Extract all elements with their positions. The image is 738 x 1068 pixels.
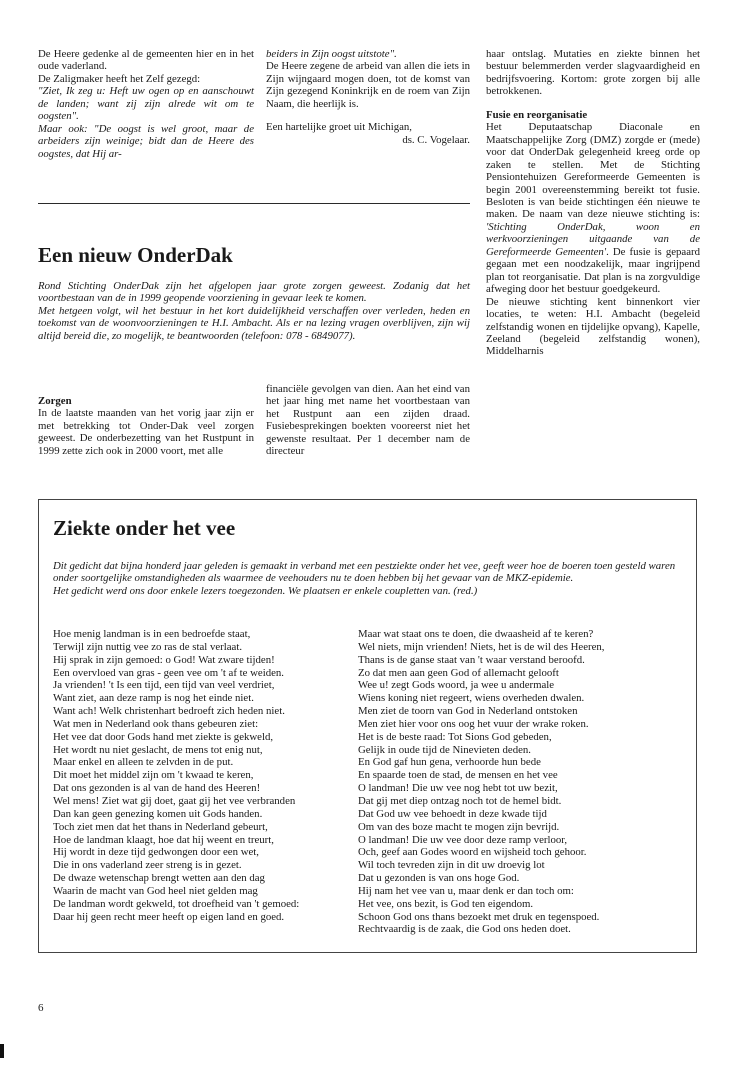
poem-line: Dan kan geen genezing komen uit Gods handen.: [53, 807, 263, 820]
poem-line: Wiens koning niet regeert, wiens overheden dwalen.: [358, 692, 585, 705]
poem-line: Toch ziet men dat het thans in Nederland gebeurt,: [53, 820, 268, 833]
poem-line: Thans is de ganse staat van 't waar verstand beroofd.: [358, 653, 585, 666]
poem-line: Hoe menig landman is in een bedroefde staat,: [53, 628, 251, 640]
poem-line: Wel niets, mijn vrienden! Niets, het is de wil des Heeren,: [358, 640, 605, 653]
letter-blessing: De Heere zegene de arbeid van allen die iets in Zijn wijngaard mogen doen, tot de komst van Zijn gezegend Koninkrijk en de roem van Zijn Naam, die heerlijk is.: [266, 60, 470, 110]
poem-line: Om van des boze macht te mogen zijn bevrijd.: [358, 820, 560, 833]
poem-line: En spaarde toen de stad, de mensen en het vee: [358, 769, 558, 782]
poem-line: O landman! Die uw vee nog hebt tot uw bezit,: [358, 782, 558, 795]
poem-line: Het vee dat door Gods hand met ziekte is gekweld,: [53, 730, 274, 743]
poem-line: Terwijl zijn nuttig vee zo ras de stal verlaat.: [53, 640, 243, 653]
letter-column-1: [38, 48, 254, 160]
poem-line: Maar wat staat ons te doen, die dwaasheid af te keren?: [358, 628, 594, 640]
poem-line: Hoe de landman klaagt, hoe dat hij weent en treurt,: [53, 833, 274, 846]
poem-line: Hij nam het vee van u, maar denk er dan toch om:: [358, 884, 574, 897]
foundation-name: 'Stichting OnderDak, woon en werkvoorzieningen uitgaande van de Gereformeerde Gemeenten': [486, 220, 700, 258]
poem-line: Het wordt nu niet geslacht, de mens tot enig nut,: [53, 743, 263, 756]
article-column-2: [266, 383, 470, 458]
letter-quote: Maar ook: "De oogst is wel groot, maar de arbeiders zijn weinige; bidt dan de Heere des oogstes, dat Hij ar-: [38, 122, 254, 160]
article-column-1: [38, 395, 254, 457]
poem-line: Want ziet, aan deze ramp is nog het einde niet.: [53, 692, 254, 705]
poem-column-left: [53, 628, 353, 923]
letter-quote: "Ziet, Ik zeg u: Heft uw ogen op en aanschouwt de landen; want zij zijn alrede wit om te oogsten".: [38, 85, 254, 123]
poem-line: Een overvloed van gras - geen vee om 't af te weiden.: [53, 666, 284, 679]
poem-line: Wil toch tevreden zijn in dit uw droevig lot: [358, 859, 545, 872]
poem-line: Wel mens! Ziet wat gij doet, gaat gij het vee verbranden: [53, 794, 296, 807]
poem-line: Wat men in Nederland ook thans gebeuren ziet:: [53, 717, 259, 730]
body-paragraph: haar ontslag. Mutaties en ziekte binnen het bestuur belemmerden verder slagvaardigheid en bedrijfsvoering. Kortom: grote zorgen bij alle betrokkenen.: [486, 48, 700, 98]
section-heading-fusie: Fusie en reorganisatie: [486, 108, 588, 121]
intro-paragraph: Met hetgeen volgt, wil het bestuur in het kort duidelijkheid verschaffen over verleden, heden en toekomst van de woonvoorzieningen te H.I. Ambacht. Als er na lezing vragen overblijven, zijn wij altijd bereid die, zo mogelijk, te beantwoorden (telefoon: 078 - 6849077).: [38, 304, 470, 342]
body-paragraph: De nieuwe stichting kent binnenkort vier locaties, te weten: H.I. Ambacht (begeleid zelfstandig wonen en tijdelijke opvang), Kapelle, Zeeland (begeleid zelfstandig wonen), Middelharnis: [486, 295, 700, 358]
section-divider: [38, 203, 470, 204]
fusion-text: Het Deputaatschap Diaconale en Maatschappelijke Zorg (DMZ) zorgde er (mede) voor dat OnderDak gelegenheid kreeg orde op zaken te stellen. Met de Stichting Pensiontehuizen Gereformeerde Gemeenten is begin 2001 overeenstemming bereikt tot fusie. Besloten is van beide stichtingen één nieuwe te maken. De naam van deze nieuwe stichting is:: [486, 121, 700, 221]
poem-line: Gelijk in oude tijd de Ninevieten deden.: [358, 743, 532, 756]
poem-line: Die in ons vaderland zeer streng is in gezet.: [53, 859, 242, 872]
letter-paragraph: De Zaligmaker heeft het Zelf gezegd:: [38, 72, 201, 85]
poem-line: O landman! Die uw vee door deze ramp verloor,: [358, 833, 568, 846]
poem-line: Dat God uw vee behoedt in deze kwade tijd: [358, 807, 547, 820]
poem-line: De landman wordt gekweld, tot droefheid van 't gemoed:: [53, 897, 300, 910]
poem-box: [38, 499, 697, 953]
body-paragraph: financiële gevolgen van dien. Aan het eind van het jaar hing met name het voortbestaan van het Rustpunt aan een zijden draad. Fusiebesprekingen boekten vooreerst niet het gewenste resultaat. Per 1 december nam de directeur: [266, 383, 470, 458]
intro-paragraph: Rond Stichting OnderDak zijn het afgelopen jaar grote zorgen geweest. Zodanig dat het voortbestaan van de in 1999 geopende voorziening in gevaar leek te komen.: [38, 280, 470, 305]
poem-line: Zo dat men aan geen God of allemacht gelooft: [358, 666, 559, 679]
poem-title: Ziekte onder het vee: [53, 516, 236, 540]
poem-line: Och, geef aan Godes woord en wijsheid toch gehoor.: [358, 846, 587, 859]
poem-line: De dwaze wetenschap brengt wetten aan den dag: [53, 872, 265, 885]
poem-line: Het vee, ons bezit, is God ten eigendom.: [358, 897, 534, 910]
poem-line: Dit moet het middel zijn om 't kwaad te keren,: [53, 769, 254, 782]
poem-line: Waarin de macht van God heel niet gelden mag: [53, 884, 258, 897]
letter-greeting: Een hartelijke groet uit Michigan,: [266, 121, 413, 134]
poem-intro-paragraph: Het gedicht werd ons door enkele lezers toegezonden. We plaatsen er enkele coupletten van. (red.): [53, 584, 478, 597]
poem-line: Daar hij geen recht meer heeft op eigen land en goed.: [53, 910, 285, 923]
body-paragraph: [486, 121, 700, 295]
letter-column-2: [266, 48, 470, 146]
poem-line: Dat ons gezonden is al van de hand des Heeren!: [53, 782, 261, 795]
article-title: Een nieuw OnderDak: [38, 243, 233, 267]
poem-line: Want ach! Welk christenhart bedroeft zich heden niet.: [53, 705, 285, 718]
article-column-3: [486, 48, 700, 358]
article-intro: [38, 280, 470, 342]
poem-line: En God gaf hun gena, verhoorde hun bede: [358, 756, 541, 769]
poem-line: Men ziet hier voor ons oog het vuur der wrake roken.: [358, 717, 589, 730]
poem-line: Hij sprak in zijn gemoed: o God! Wat zware tijden!: [53, 653, 275, 666]
poem-column-right: [358, 628, 688, 936]
letter-quote-end: beiders in Zijn oogst uitstote".: [266, 48, 397, 60]
poem-line: Rechtvaardig is de zaak, die God ons heden doet.: [358, 923, 571, 936]
poem-intro: [53, 560, 681, 597]
poem-line: Hij wordt in deze tijd gedwongen door een wet,: [53, 846, 259, 859]
poem-line: Men ziet de toorn van God in Nederland ontstoken: [358, 705, 578, 718]
poem-line: Wee u! zegt Gods woord, ja wee u andermale: [358, 679, 555, 692]
fusion-text-end: . De fusie is gepaard gegaan met een noodzakelijk, maar ingrijpend plan tot reorganisatie. Dat plan is na zorgvuldige afweging door het bestuur goedgekeurd.: [486, 245, 700, 296]
body-paragraph: In de laatste maanden van het vorig jaar zijn er met betrekking tot Onder-Dak veel zorgen geweest. De onderbezetting van het Rustpunt in 1999 zette zich ook in 2000 voort, met alle: [38, 407, 254, 457]
poem-line: Ja vrienden! 't Is een tijd, een tijd van veel verdriet,: [53, 679, 275, 692]
poem-line: Dat u gezonden is van ons hoge God.: [358, 872, 520, 885]
letter-signature: ds. C. Vogelaar.: [402, 133, 470, 146]
poem-line: Dat gij met diep ontzag noch tot de hemel bidt.: [358, 794, 562, 807]
poem-line: Schoon God ons thans bezoekt met druk en tegenspoed.: [358, 910, 600, 923]
page-number: 6: [38, 1002, 44, 1014]
poem-line: Maar enkel en alleen te zelvden in de put.: [53, 756, 234, 769]
edge-mark: [0, 1044, 4, 1058]
section-heading-zorgen: Zorgen: [38, 395, 72, 407]
letter-paragraph: De Heere gedenke al de gemeenten hier en in het oude vaderland.: [38, 48, 254, 73]
poem-intro-paragraph: Dit gedicht dat bijna honderd jaar geleden is gemaakt in verband met een pestziekte onder het vee, geeft weer hoe de boeren toen gesteld waren onder soortgelijke omstandigheden als waarmee de veehouders nu te doen hebben bij het gevaar van de MKZ-epidemie.: [53, 560, 676, 585]
poem-line: Het is de beste raad: Tot Sions God gebeden,: [358, 730, 552, 743]
